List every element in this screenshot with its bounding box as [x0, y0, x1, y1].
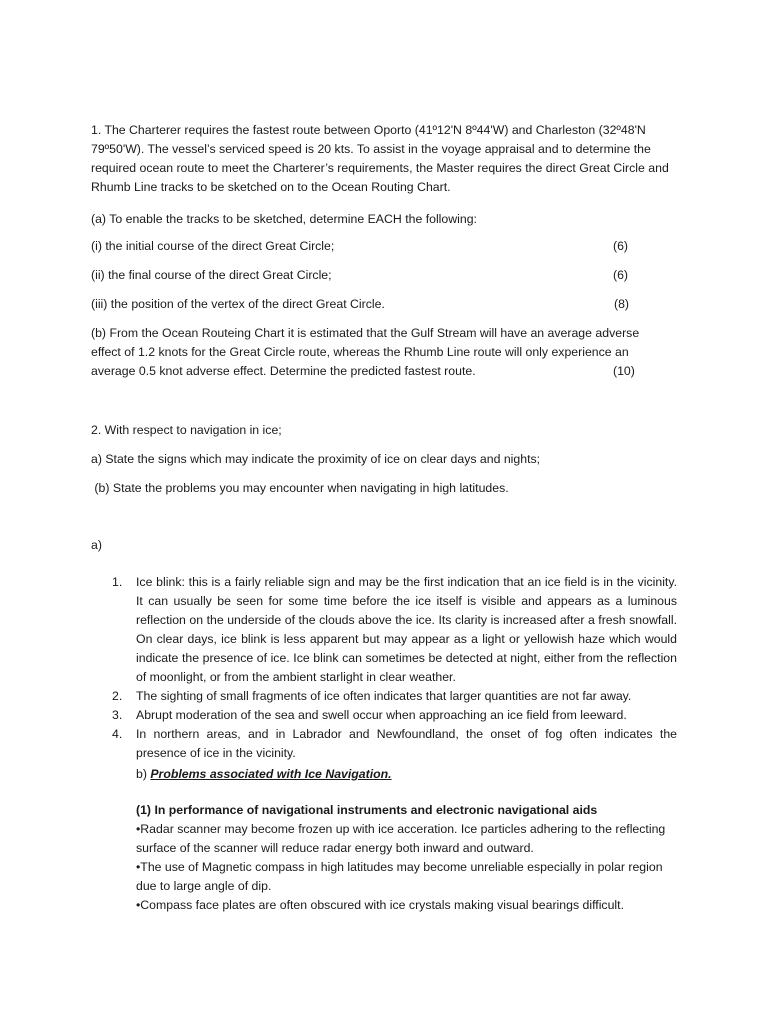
question-2-part-b: (b) State the problems you may encounter when navigating in high latitudes.: [91, 481, 509, 495]
list-item-number: 3.: [112, 708, 123, 722]
item-text: (ii) the final course of the direct Great Circle;: [91, 268, 332, 282]
question-1-item-iii: [91, 295, 631, 314]
bullet-item: •The use of Magnetic compass in high latitudes may become unreliable especially in polar region due to large angle of dip.: [136, 860, 663, 893]
part-b-line-3-text: average 0.5 knot adverse effect. Determine the predicted fastest route.: [91, 364, 476, 378]
list-item-text: Abrupt moderation of the sea and swell occur when approaching an ice field from leeward.: [136, 708, 627, 722]
list-item-text: In northern areas, and in Labrador and Newfoundland, the onset of fog often indicates the presence of ice in the vicinity.: [136, 727, 677, 760]
question-2-part-a: a) State the signs which may indicate the proximity of ice on clear days and nights;: [91, 452, 541, 466]
section-1-heading: (1) In performance of navigational instruments and electronic navigational aids: [136, 803, 598, 817]
item-marks: (8): [614, 297, 630, 311]
item-text: (i) the initial course of the direct Great Circle;: [91, 239, 335, 253]
list-item: [112, 725, 677, 763]
bullet-item: •Compass face plates are often obscured with ice crystals making visual bearings difficult.: [136, 898, 624, 912]
question-2-text: 2. With respect to navigation in ice;: [91, 423, 282, 437]
question-1-text: 1. The Charterer requires the fastest route between Oporto (41º12'N 8º44'W) and Charleston (32º48'N 79º50'W). The vessel’s serviced speed is 20 kts. To assist in the voyage appraisal and to determine the required ocean route to meet the Charterer’s requirements, the Master requires the direct Great Circle and Rhumb Line tracks to be sketched on to the Ocean Routing Chart.: [91, 123, 669, 194]
ice-signs-list: [112, 573, 677, 763]
part-b-line-3: [91, 362, 676, 381]
question-1-part-b: [91, 324, 676, 381]
question-1-item-i: [91, 237, 631, 256]
answer-b-label: b): [136, 767, 151, 781]
part-b-marks: (10): [613, 364, 635, 378]
item-marks: (6): [613, 239, 629, 253]
list-item-number: 2.: [112, 689, 123, 703]
question-1-part-a: (a) To enable the tracks to be sketched, determine EACH the following:: [91, 212, 477, 226]
part-b-line-2: effect of 1.2 knots for the Great Circle route, whereas the Rhumb Line route will only experience an: [91, 345, 629, 359]
answer-a-label: a): [91, 538, 102, 552]
bullet-item: •Radar scanner may become frozen up with ice acceration. Ice particles adhering to the reflecting surface of the scanner will reduce radar energy both inward and outward.: [136, 822, 666, 855]
item-text: (iii) the position of the vertex of the direct Great Circle.: [91, 297, 385, 311]
list-item: [112, 706, 677, 725]
part-b-line-1: (b) From the Ocean Routeing Chart it is estimated that the Gulf Stream will have an average adverse: [91, 326, 640, 340]
list-item-number: 1.: [112, 575, 123, 589]
question-1-item-ii: [91, 266, 631, 285]
list-item-text: Ice blink: this is a fairly reliable sign and may be the first indication that an ice field is in the vicinity. It can usually be seen for some time before the ice itself is visible and appears as a luminous reflection on the underside of the clouds above the ice. Its clarity is increased after a fresh snowfall. On clear days, ice blink is less apparent but may appear as a light or yellowish haze which would indicate the presence of ice. Ice blink can sometimes be detected at night, either from the reflection of moonlight, or from the ambient starlight in clear weather.: [136, 575, 677, 684]
list-item-text: The sighting of small fragments of ice often indicates that larger quantities are not far away.: [136, 689, 632, 703]
list-item-number: 4.: [112, 727, 123, 741]
item-marks: (6): [613, 268, 629, 282]
list-item: [112, 573, 677, 687]
list-item: [112, 687, 677, 706]
answer-b-heading: [136, 765, 392, 784]
answer-b-section-1: [136, 801, 681, 915]
answer-b-title: Problems associated with Ice Navigation.: [150, 767, 392, 781]
